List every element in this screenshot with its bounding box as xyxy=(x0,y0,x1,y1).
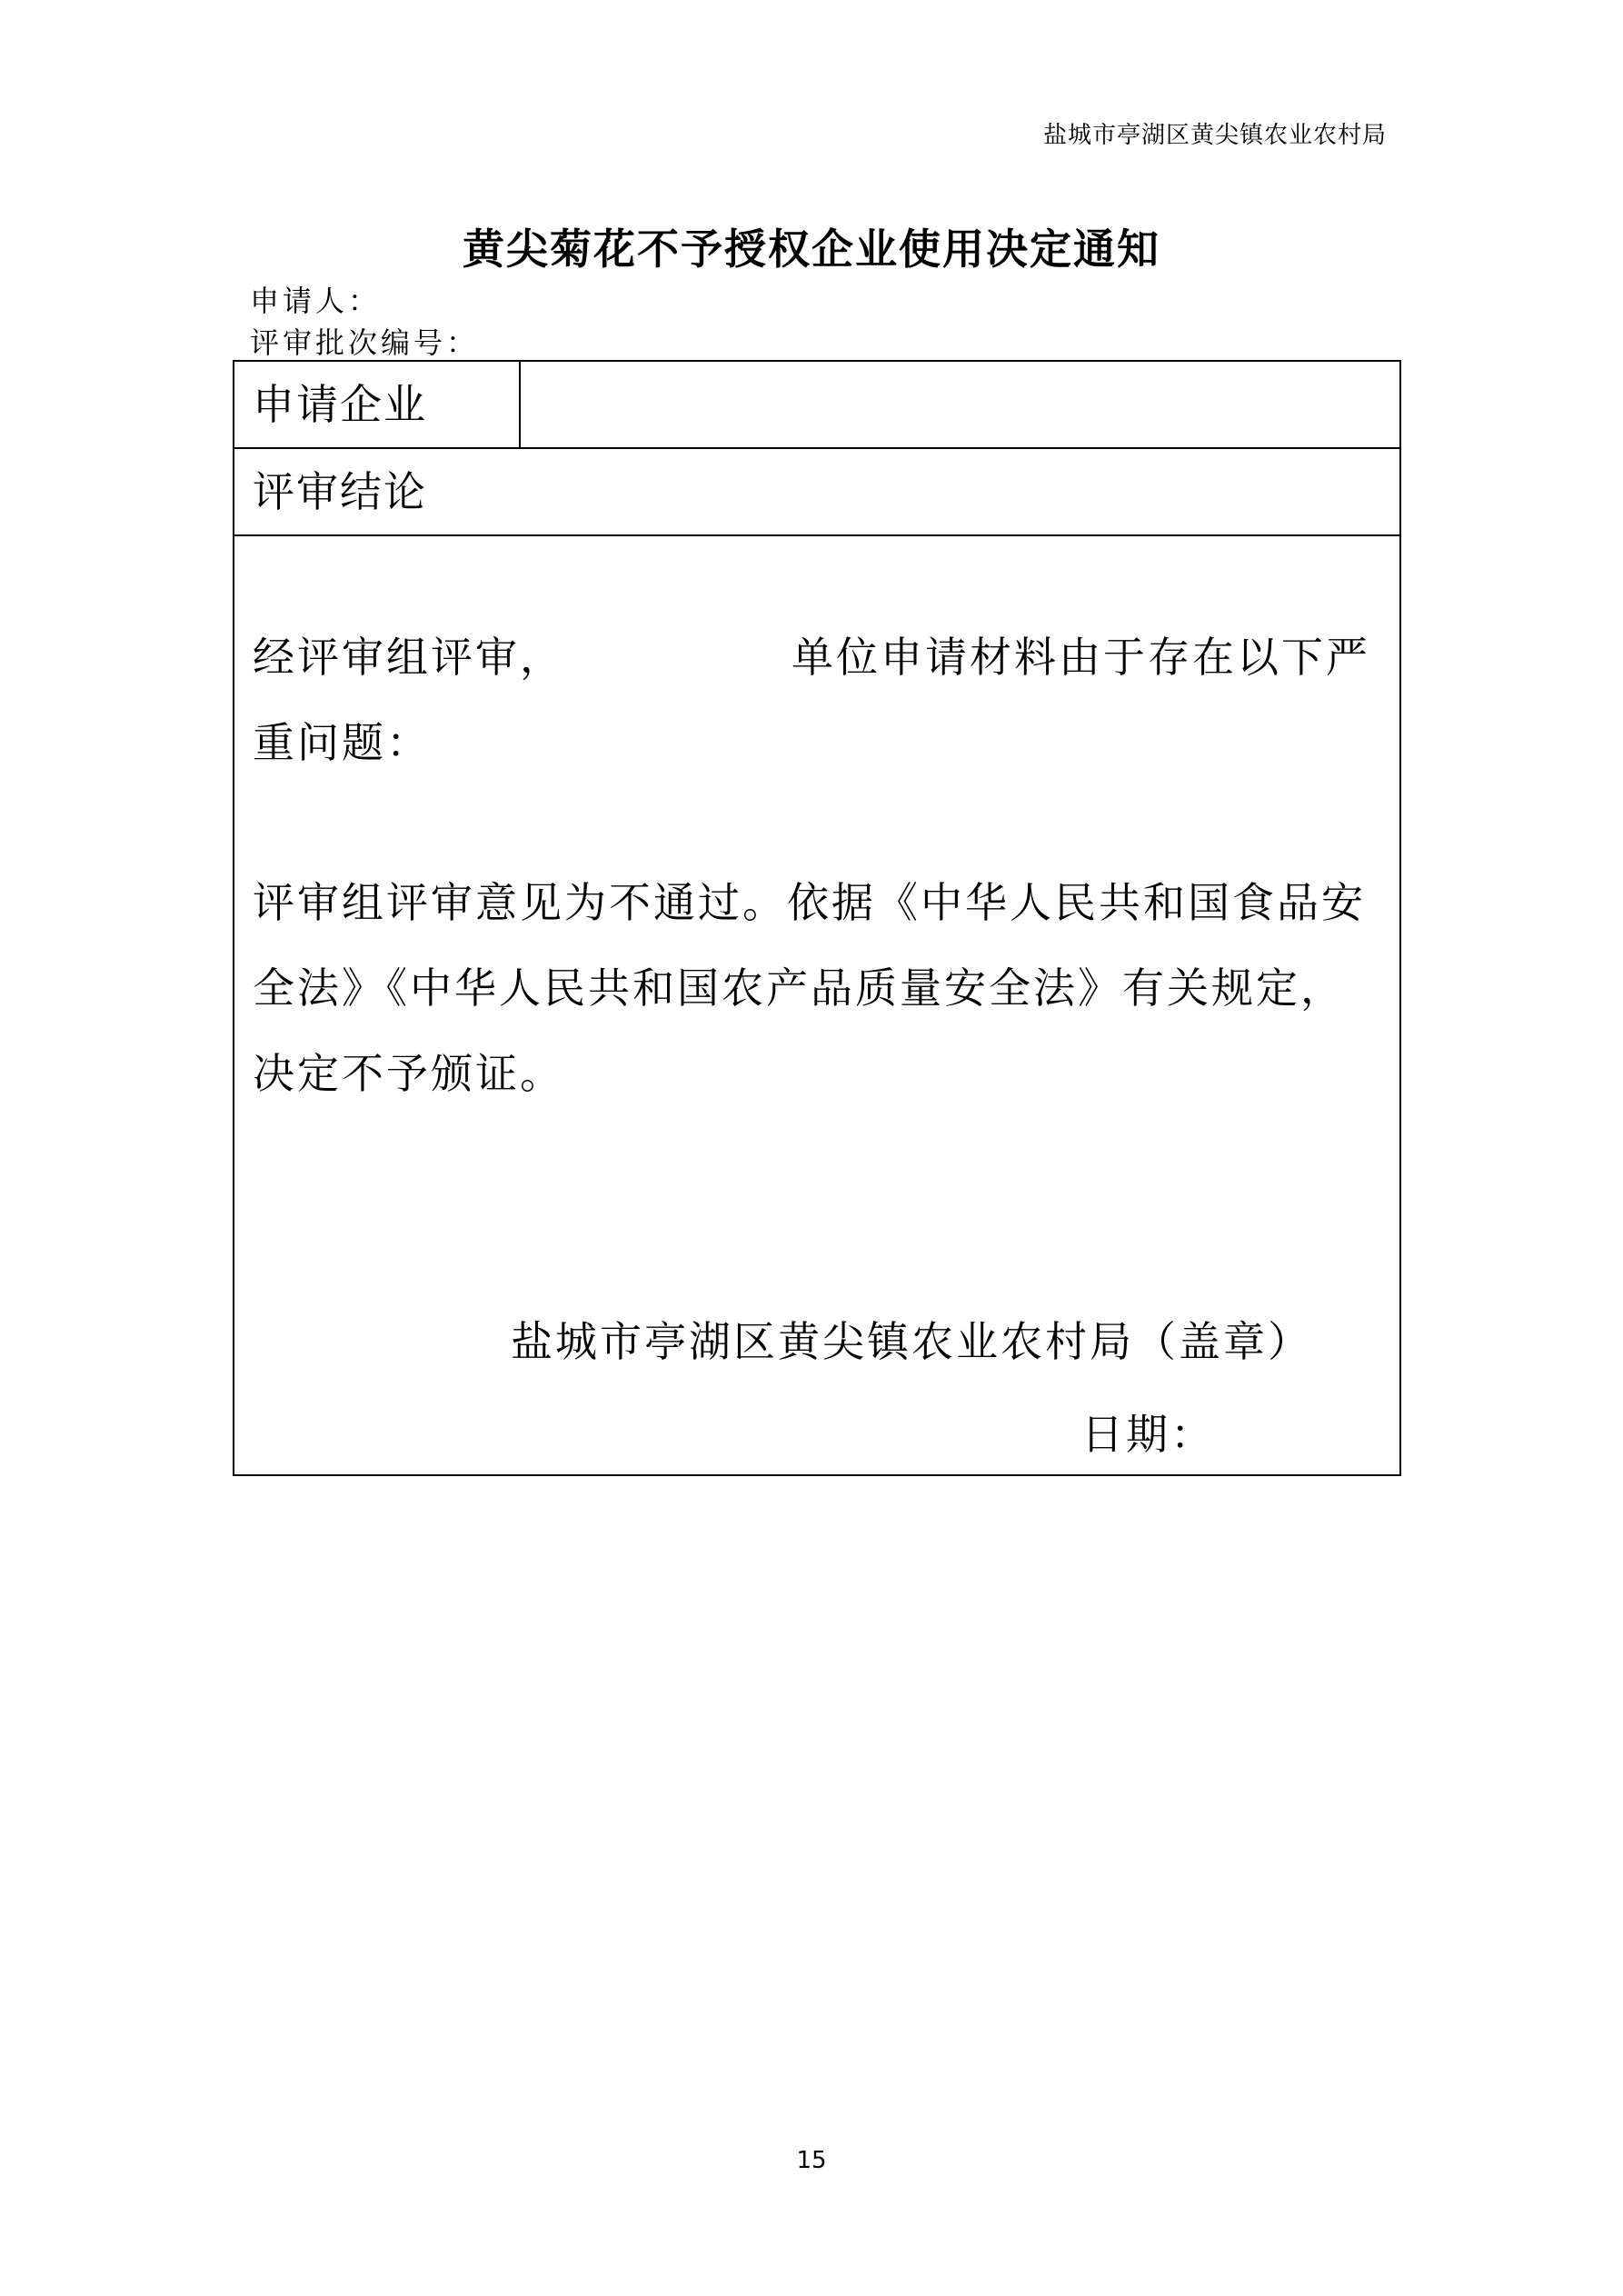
review-paragraph-part1: 经评审组评审， xyxy=(253,633,564,682)
review-conclusion-label: 评审结论 xyxy=(253,467,427,516)
page-header-organization: 盐城市亭湖区黄尖镇农业农村局 xyxy=(1042,122,1387,149)
decision-paragraph: 评审组评审意见为不通过。依据《中华人民共和国食品安全法》《中华人民共和国农产品质量安全法》有关规定，决定不予颁证。 xyxy=(253,878,1366,1098)
page-number: 15 xyxy=(796,2147,827,2174)
applicant-company-label: 申请企业 xyxy=(253,380,427,429)
review-problem-paragraph xyxy=(253,614,1379,785)
review-paragraph-part2: 单位申请材料由于存在以下严重问题： xyxy=(253,633,1370,767)
document-title: 黄尖菊花不予授权企业使用决定通知 xyxy=(463,225,1160,274)
batch-number-label: 评审批次编号： xyxy=(250,325,480,360)
row-review-conclusion xyxy=(234,449,1399,536)
signature-date-label: 日期： xyxy=(1081,1410,1215,1459)
signature-organization: 盐城市亭湖区黄尖镇农业农村局（盖章） xyxy=(511,1317,1312,1366)
cell-divider xyxy=(519,362,521,447)
applicant-label: 申请人： xyxy=(250,284,382,318)
row-applicant-company xyxy=(234,362,1399,449)
